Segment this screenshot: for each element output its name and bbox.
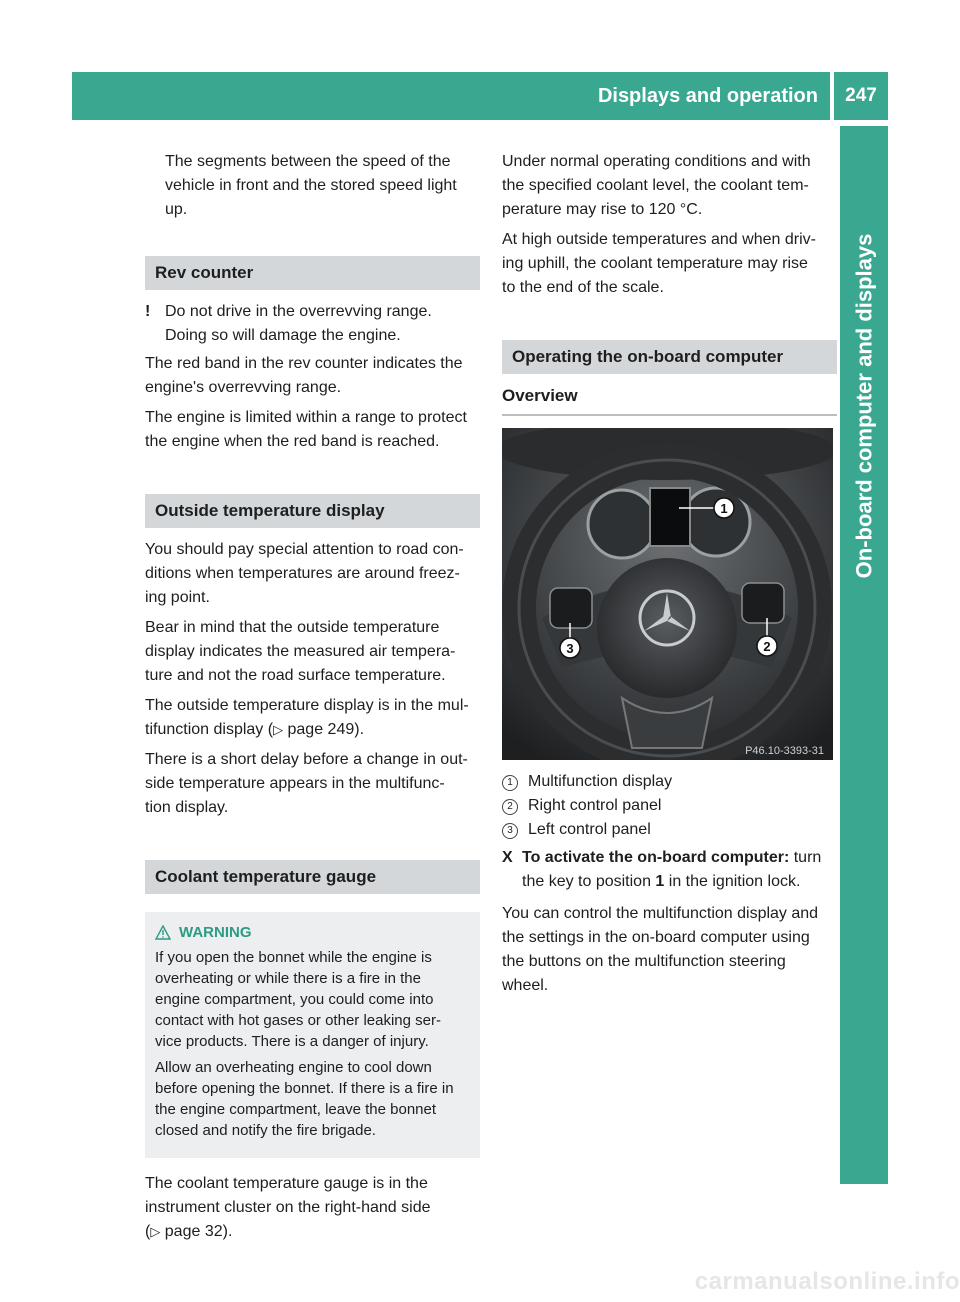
warning-box [145,912,480,1158]
rev-paragraph-2: The engine is limited within a range to protect the engine when the red band is reached. [145,409,467,450]
left-column [145,150,480,1250]
section-title: Displays and operation [597,84,818,107]
step-arrow-icon: X [502,849,513,866]
attention-icon: ! [145,303,151,320]
image-code: P46.10-3393-31 [745,745,824,757]
outside-paragraph-4: There is a short delay before a change in out- side temperature appears in the multifunc- tion display. [145,751,468,816]
control-paragraph: You can control the multifunction display and the settings in the on-board computer using the buttons on the multifunction steering wheel. [502,905,819,994]
multifunction-display-screen [650,488,690,546]
coolant-normal-paragraph: Under normal operating conditions and with the specified coolant level, the coolant tem- perature may rise to 120 °C. [502,153,811,218]
legend-item: 3 Left control panel [502,818,837,842]
outside-paragraph-3: The outside temperature display is in the mul- tifunction display (▷ page 249). [145,697,469,738]
left-control-cluster [550,588,592,628]
watermark: carmanualsonline.info [694,1268,960,1295]
coolant-high-paragraph: At high outside temperatures and when driv- ing uphill, the coolant temperature may rise to the end of the scale. [502,231,816,296]
callout-3: 3 [566,641,574,656]
legend-item: 1 Multifunction display [502,770,837,794]
overview-subheading: Overview [502,384,837,416]
page-ref-icon: ▷ [273,722,284,737]
warning-title: WARNING [155,922,472,943]
attention-note: ! Do not drive in the overrevving range. Doing so will damage the engine. [145,300,480,348]
outside-temp-heading: Outside temperature display [145,494,480,528]
intro-paragraph: The segments between the speed of the vehicle in front and the stored speed light up. [165,153,457,218]
right-column [502,150,837,1004]
legend [502,770,837,842]
page-ref-link[interactable]: page 32). [160,1223,233,1240]
warning-triangle-icon [155,925,171,940]
page-ref-icon: ▷ [150,1224,161,1239]
callout-1: 1 [720,501,728,516]
right-control-cluster [742,583,784,623]
side-tab [840,126,888,1184]
coolant-paragraph: The coolant temperature gauge is in the instrument cluster on the right-hand side (▷ page 32). [145,1175,431,1240]
page-ref-link[interactable]: page 249). [283,721,365,738]
side-tab-label: On-board computer and displays [851,233,876,579]
callout-2: 2 [763,639,771,654]
outside-paragraph-1: You should pay special attention to road con- ditions when temperatures are around freez- ing point. [145,541,464,606]
warning-paragraph-1: If you open the bonnet while the engine is overheating or while there is a fire in the engine compartment, you could come into contact with hot gases or other leaking ser- vice products. There is a danger of injury. [155,949,441,1050]
obc-heading: Operating the on-board computer [502,340,837,374]
warning-paragraph-2: Allow an overheating engine to cool down before opening the bonnet. If there is a fire in the engine compartment, leave the bonnet closed and notify the fire brigade. [155,1059,454,1139]
rev-paragraph-1: The red band in the rev counter indicates the engine's overrevving range. [145,355,463,396]
steering-wheel-photo [502,428,833,760]
outside-paragraph-2: Bear in mind that the outside temperature display indicates the measured air tempera- ture and not the road surface temperature. [145,619,456,684]
rev-counter-heading: Rev counter [145,256,480,290]
activate-step: X To activate the on-board computer: turn the key to position 1 in the ignition lock. [502,846,837,894]
header-bar [72,72,830,120]
legend-item: 2 Right control panel [502,794,837,818]
coolant-heading: Coolant temperature gauge [145,860,480,894]
speedometer-dial [588,490,656,558]
page-number: 247 [834,72,888,120]
